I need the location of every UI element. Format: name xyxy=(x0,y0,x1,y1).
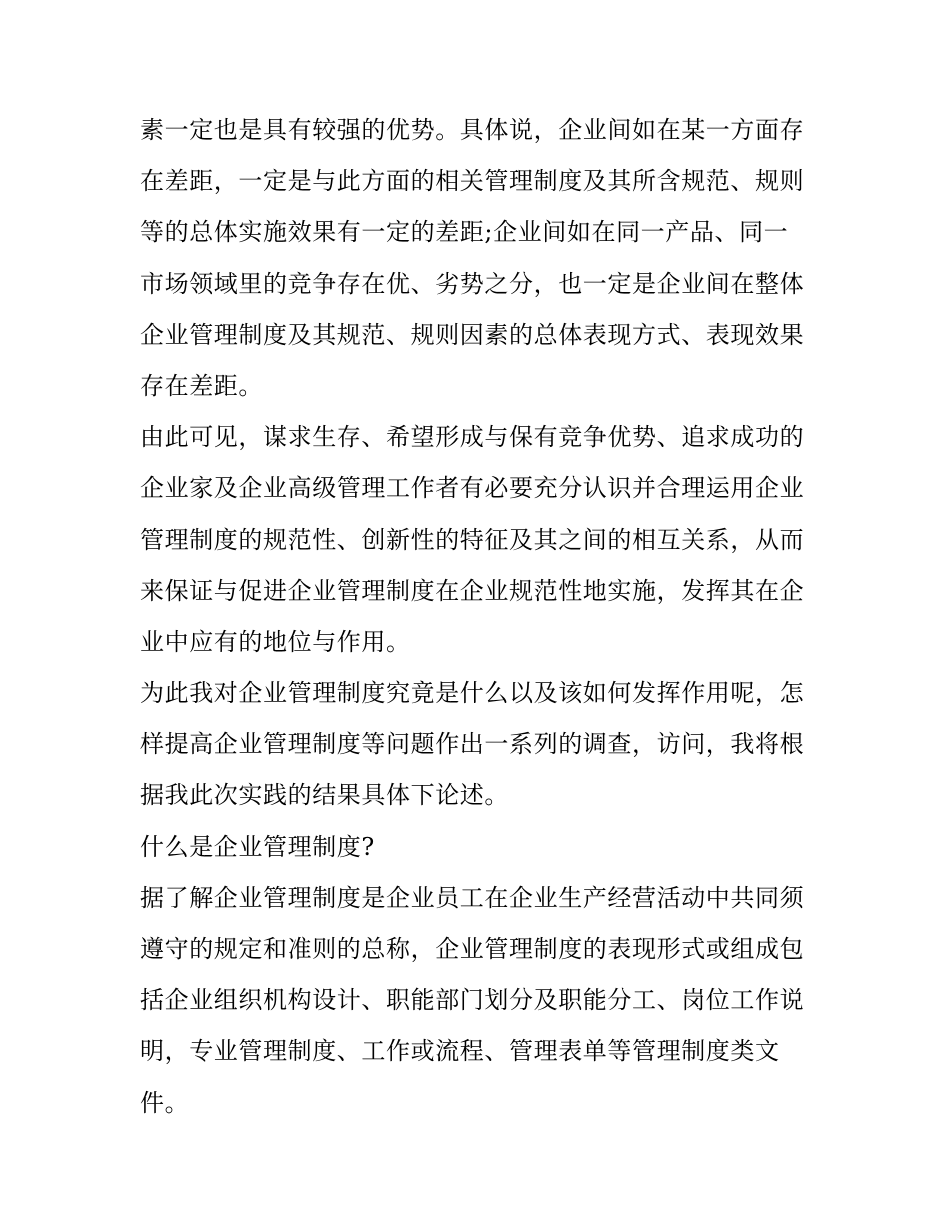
text-line: 明，专业管理制度、工作或流程、管理表单等管理制度类文 xyxy=(140,1037,780,1066)
text-line: 素一定也是具有较强的优势。具体说，企业间如在某一方面存 xyxy=(140,116,805,144)
text-line: 据我此次实践的结果具体下论述。 xyxy=(140,781,509,810)
text-line: 企业家及企业高级管理工作者有必要充分认识并合理运用企业 xyxy=(140,474,805,503)
text-line: 在差距，一定是与此方面的相关管理制度及其所含规范、规则 xyxy=(140,167,805,196)
text-line: 括企业组织机构设计、职能部门划分及职能分工、岗位工作说 xyxy=(140,986,805,1015)
text-line: 由此可见，谋求生存、希望形成与保有竞争优势、追求成功的 xyxy=(140,423,805,452)
text-line: 据了解企业管理制度是企业员工在企业生产经营活动中共同须 xyxy=(140,883,805,912)
text-line: 业中应有的地位与作用。 xyxy=(140,627,411,656)
text-line: 遵守的规定和准则的总称，企业管理制度的表现形式或组成包 xyxy=(140,935,805,963)
text-line: 为此我对企业管理制度究竟是什么以及该如何发挥作用呢，怎 xyxy=(140,679,805,708)
text-line: 样提高企业管理制度等问题作出一系列的调查，访问，我将根 xyxy=(140,730,805,759)
text-line: 等的总体实施效果有一定的差距;企业间如在同一产品、同一 xyxy=(140,218,789,247)
text-line: 存在差距。 xyxy=(140,371,263,400)
text-line: 市场领域里的竞争存在优、劣势之分，也一定是企业间在整体 xyxy=(140,269,805,298)
document-body xyxy=(140,105,820,1129)
text-line: 企业管理制度及其规范、规则因素的总体表现方式、表现效果 xyxy=(140,320,805,349)
text-line: 来保证与促进企业管理制度在企业规范性地实施，发挥其在企 xyxy=(140,576,805,605)
text-line: 管理制度的规范性、创新性的特征及其之间的相互关系，从而 xyxy=(140,525,805,554)
text-line: 件。 xyxy=(140,1088,190,1117)
section-heading: 什么是企业管理制度? xyxy=(140,832,375,861)
